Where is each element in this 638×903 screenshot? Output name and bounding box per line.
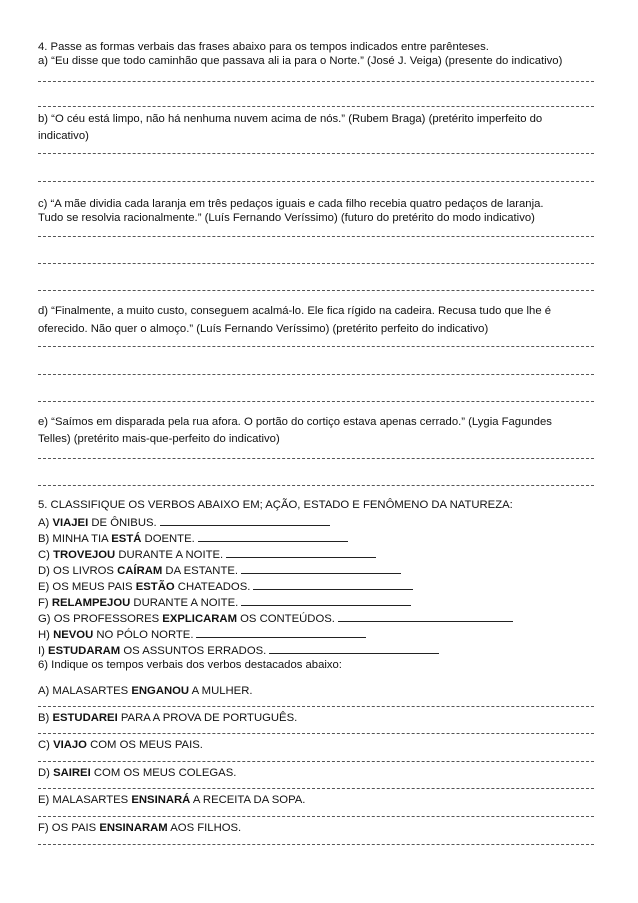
answer-line[interactable] — [38, 485, 594, 486]
q4-item-b-line1: b) “O céu está limpo, não há nenhuma nuvem acima de nós.” (Rubem Braga) (pretérito imperfeito do — [38, 113, 543, 125]
item-text: A MULHER. — [189, 685, 253, 697]
q6-item — [38, 738, 203, 752]
answer-line[interactable] — [38, 290, 594, 291]
item-text: F) — [38, 597, 52, 609]
q6-item — [38, 821, 241, 835]
answer-blank[interactable] — [241, 595, 411, 606]
answer-line[interactable] — [38, 761, 594, 762]
q6-item — [38, 793, 305, 807]
q6-item — [38, 766, 236, 780]
answer-line[interactable] — [38, 81, 594, 82]
item-text: G) OS PROFESSORES — [38, 613, 163, 625]
q4-title: 4. Passe as formas verbais das frases abaixo para os tempos indicados entre parênteses. — [38, 41, 489, 53]
q4-item-e-line2: Telles) (pretérito mais-que-perfeito do indicativo) — [38, 433, 280, 445]
item-text: B) MINHA TIA — [38, 533, 112, 545]
item-text: DOENTE. — [141, 533, 195, 545]
answer-line[interactable] — [38, 346, 594, 347]
q6-title: 6) Indique os tempos verbais dos verbos destacados abaixo: — [38, 659, 342, 671]
item-text: PARA A PROVA DE PORTUGUÊS. — [117, 712, 298, 724]
answer-line[interactable] — [38, 733, 594, 734]
item-text: COM OS MEUS PAIS. — [86, 739, 203, 751]
item-text: CHATEADOS. — [174, 581, 251, 593]
answer-blank[interactable] — [226, 547, 376, 558]
q4-item-c-line2: Tudo se resolvia racionalmente.” (Luís Fernando Veríssimo) (futuro do pretérito do modo indicativo) — [38, 212, 535, 224]
answer-blank[interactable] — [269, 643, 439, 654]
q4-item-e-line1: e) “Saímos em disparada pela rua afora. O portão do cortiço estava apenas cerrado.” (Lygia Fagundes — [38, 416, 552, 428]
highlighted-verb: EXPLICARAM — [162, 613, 237, 625]
item-text: D) — [38, 767, 54, 779]
q5-title: 5. CLASSIFIQUE OS VERBOS ABAIXO EM; AÇÃO, ESTADO E FENÔMENO DA NATUREZA: — [38, 499, 513, 511]
highlighted-verb: ESTÃO — [135, 581, 175, 593]
q5-item — [38, 579, 413, 594]
item-text: DURANTE A NOITE. — [115, 549, 224, 561]
answer-blank[interactable] — [196, 627, 366, 638]
answer-line[interactable] — [38, 106, 594, 107]
answer-line[interactable] — [38, 706, 594, 707]
highlighted-verb: SAIREI — [53, 767, 91, 779]
highlighted-verb: VIAJEI — [52, 517, 89, 529]
answer-blank[interactable] — [241, 563, 401, 574]
answer-line[interactable] — [38, 788, 594, 789]
q5-item — [38, 547, 376, 562]
highlighted-verb: ESTUDARAM — [48, 645, 121, 657]
item-text: C) — [38, 549, 54, 561]
answer-line[interactable] — [38, 374, 594, 375]
highlighted-verb: VIAJO — [53, 739, 87, 751]
highlighted-verb: ENSINARAM — [99, 822, 168, 834]
answer-blank[interactable] — [253, 579, 413, 590]
answer-line[interactable] — [38, 153, 594, 154]
q6-item — [38, 711, 297, 725]
item-text: NO PÓLO NORTE. — [93, 629, 194, 641]
item-text: C) — [38, 739, 54, 751]
q4-item-c-line1: c) “A mãe dividia cada laranja em três pedaços iguais e cada filho recebia quatro pedaços de laranja. — [38, 198, 544, 210]
q4-item-a: a) “Eu disse que todo caminhão que passava ali ia para o Norte.” (José J. Veiga) (presente do indicativo) — [38, 55, 563, 67]
item-text: DURANTE A NOITE. — [130, 597, 239, 609]
highlighted-verb: ESTUDAREI — [52, 712, 118, 724]
item-text: A) — [38, 517, 53, 529]
q6-item — [38, 684, 253, 698]
highlighted-verb: CAÍRAM — [117, 565, 163, 577]
q5-item — [38, 531, 348, 546]
q5-item — [38, 627, 366, 642]
answer-line[interactable] — [38, 401, 594, 402]
highlighted-verb: ESTÁ — [111, 533, 142, 545]
item-text: B) — [38, 712, 53, 724]
q5-item — [38, 595, 411, 610]
answer-line[interactable] — [38, 181, 594, 182]
highlighted-verb: NEVOU — [53, 629, 94, 641]
q5-item — [38, 563, 401, 578]
item-text: I) — [38, 645, 49, 657]
item-text: F) OS PAIS — [38, 822, 100, 834]
item-text: AOS FILHOS. — [167, 822, 242, 834]
answer-blank[interactable] — [198, 531, 348, 542]
item-text: D) OS LIVROS — [38, 565, 118, 577]
item-text: A) MALASARTES — [38, 685, 132, 697]
item-text: OS ASSUNTOS ERRADOS. — [120, 645, 267, 657]
answer-blank[interactable] — [160, 515, 330, 526]
item-text: DA ESTANTE. — [162, 565, 239, 577]
highlighted-verb: ENGANOU — [131, 685, 190, 697]
answer-line[interactable] — [38, 236, 594, 237]
highlighted-verb: ENSINARÁ — [131, 794, 191, 806]
q4-item-d-line2: oferecido. Não quer o almoço.” (Luís Fernando Veríssimo) (pretérito perfeito do indicativo) — [38, 323, 489, 335]
q4-item-d-line1: d) “Finalmente, a muito custo, conseguem acalmá-lo. Ele fica rígido na cadeira. Recusa tudo que lhe é — [38, 305, 552, 317]
answer-line[interactable] — [38, 816, 594, 817]
q5-item — [38, 611, 513, 626]
answer-line[interactable] — [38, 844, 594, 845]
answer-line[interactable] — [38, 458, 594, 459]
answer-line[interactable] — [38, 263, 594, 264]
item-text: DE ÔNIBUS. — [88, 517, 157, 529]
q4-item-b-line2: indicativo) — [38, 130, 89, 142]
item-text: E) MALASARTES — [38, 794, 132, 806]
item-text: A RECEITA DA SOPA. — [190, 794, 306, 806]
item-text: COM OS MEUS COLEGAS. — [90, 767, 237, 779]
answer-blank[interactable] — [338, 611, 513, 622]
item-text: H) — [38, 629, 54, 641]
highlighted-verb: TROVEJOU — [53, 549, 116, 561]
q5-item — [38, 643, 439, 658]
item-text: OS CONTEÚDOS. — [236, 613, 335, 625]
item-text: E) OS MEUS PAIS — [38, 581, 136, 593]
highlighted-verb: RELAMPEJOU — [51, 597, 131, 609]
q5-item — [38, 515, 330, 530]
